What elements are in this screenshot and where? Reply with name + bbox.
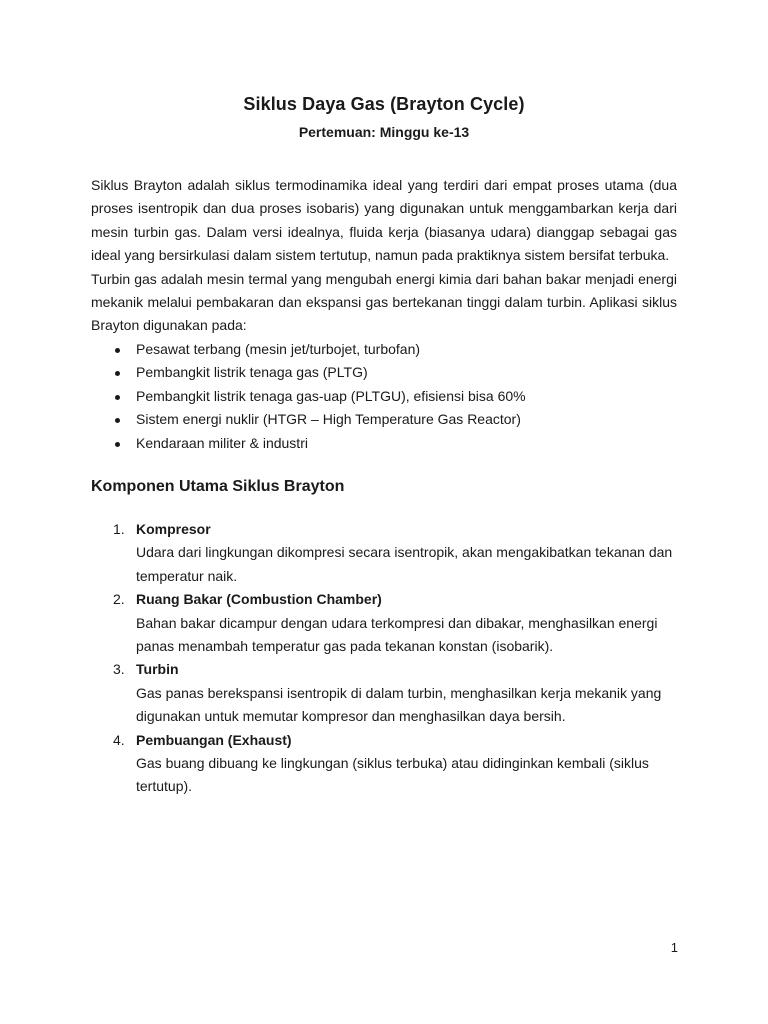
bullet-icon [115, 371, 120, 376]
component-name: Pembuangan (Exhaust) [136, 731, 292, 748]
bullet-icon [115, 348, 120, 353]
list-item-text: Pembangkit listrik tenaga gas-uap (PLTGU), efisiensi bisa 60% [136, 387, 526, 404]
item-number: 4. [113, 731, 125, 748]
components-list [110, 518, 680, 799]
list-item-text: Kendaraan militer & industri [136, 434, 308, 451]
list-item [110, 432, 526, 455]
list-item-text: Sistem energi nuklir (HTGR – High Temperature Gas Reactor) [136, 411, 521, 428]
component-description: Bahan bakar dicampur dengan udara terkompresi dan dibakar, menghasilkan energi panas menambah temperatur gas pada tekanan konstan (isobarik). [136, 614, 658, 655]
component-description: Gas buang dibuang ke lingkungan (siklus terbuka) atau didinginkan kembali (siklus tertutup). [136, 755, 649, 795]
component-item [110, 588, 680, 658]
list-item [110, 408, 526, 431]
item-number: 3. [113, 661, 125, 678]
intro-paragraph: Turbin gas adalah mesin termal yang mengubah energi kimia dari bahan bakar menjadi energi mekanik melalui pembakaran dan ekspansi gas bertekanan tinggi dalam turbin. Aplikasi siklus Brayton digunakan pada: [91, 270, 677, 334]
bullet-icon [115, 395, 120, 400]
item-number: 2. [113, 591, 125, 608]
component-item [110, 658, 680, 728]
page-title: Siklus Daya Gas (Brayton Cycle) [243, 94, 525, 114]
page-subtitle: Pertemuan: Minggu ke-13 [298, 124, 470, 140]
bullet-icon [115, 418, 120, 423]
page-number: 1 [670, 940, 678, 955]
component-name: Ruang Bakar (Combustion Chamber) [136, 591, 382, 608]
intro-text [91, 174, 677, 338]
section-heading: Komponen Utama Siklus Brayton [91, 478, 345, 495]
list-item-text: Pesawat terbang (mesin jet/turbojet, turbofan) [136, 341, 421, 357]
component-item [110, 518, 680, 588]
bullet-icon [115, 442, 120, 447]
component-name: Kompresor [136, 521, 211, 537]
intro-paragraph: Siklus Brayton adalah siklus termodinamika ideal yang terdiri dari empat proses utama (dua proses isentropik dan dua proses isobaris) yang digunakan untuk menggambarkan kerja dari mesin turbin gas. Dalam versi idealnya, fluida kerja (biasanya udara) dianggap sebagai gas ideal yang bersirkulasi dalam sistem tertutup, namun pada praktiknya sistem bersifat terbuka. [91, 177, 677, 264]
component-description: Gas panas berekspansi isentropik di dalam turbin, menghasilkan kerja mekanik yang digunakan untuk memutar kompresor dan menghasilkan daya bersih. [136, 684, 662, 725]
applications-list [110, 338, 526, 455]
component-description: Udara dari lingkungan dikompresi secara isentropik, akan mengakibatkan tekanan dan temperatur naik. [136, 544, 673, 584]
component-item [110, 729, 680, 799]
component-name: Turbin [136, 661, 179, 678]
list-item [110, 338, 526, 361]
item-number: 1. [113, 521, 125, 537]
list-item-text: Pembangkit listrik tenaga gas (PLTG) [136, 364, 368, 381]
list-item [110, 385, 526, 408]
list-item [110, 361, 526, 384]
